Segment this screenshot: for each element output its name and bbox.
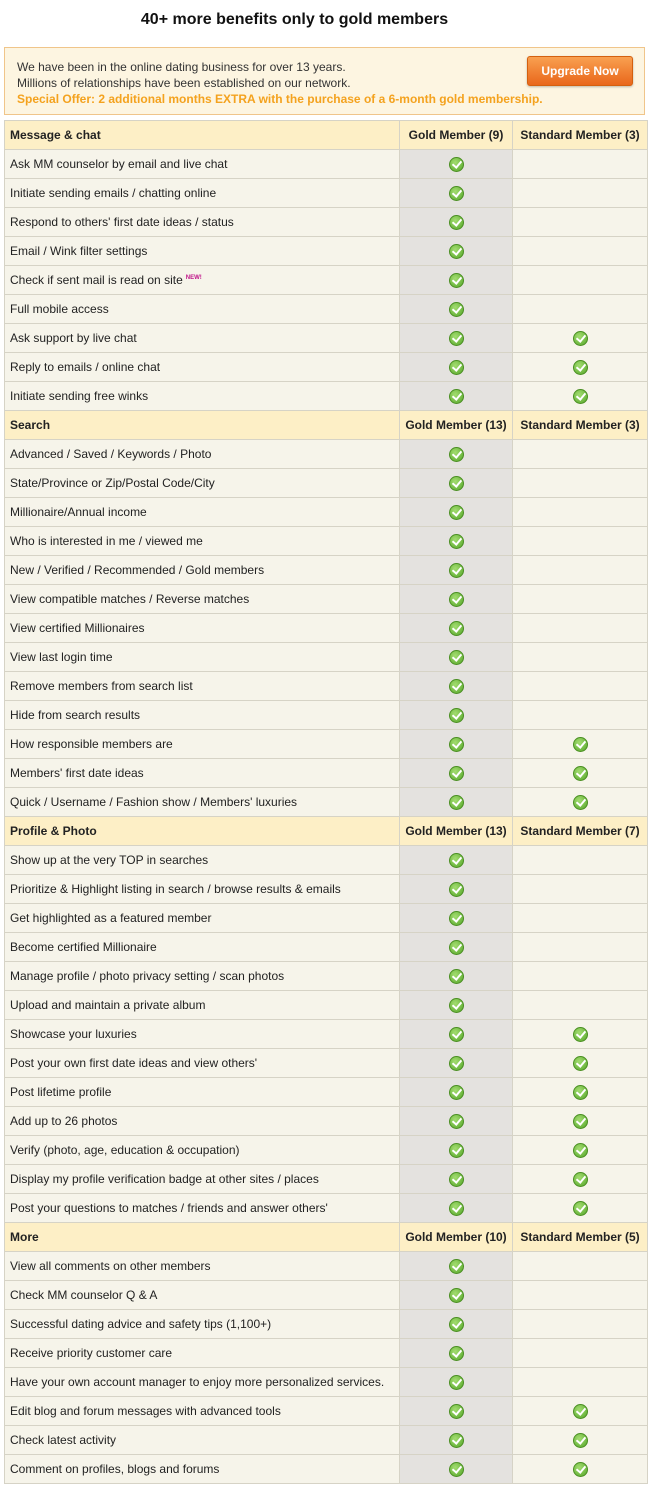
check-icon [573, 360, 588, 375]
gold-member-cell [400, 1252, 513, 1281]
check-icon [449, 476, 464, 491]
benefit-label: Verify (photo, age, education & occupation) [10, 1143, 240, 1157]
benefit-row [5, 1281, 648, 1310]
benefit-label: State/Province or Zip/Postal Code/City [10, 476, 215, 490]
gold-member-cell [400, 382, 513, 411]
standard-member-column-header: Standard Member (3) [513, 411, 648, 440]
check-icon [449, 1404, 464, 1419]
benefit-label: Quick / Username / Fashion show / Members' luxuries [10, 795, 298, 809]
benefit-row [5, 962, 648, 991]
gold-member-cell [400, 1078, 513, 1107]
benefit-row [5, 730, 648, 759]
check-icon [449, 853, 464, 868]
standard-member-cell [513, 1426, 648, 1455]
standard-member-cell [513, 1194, 648, 1223]
gold-member-cell [400, 208, 513, 237]
benefit-row [5, 585, 648, 614]
benefit-row [5, 295, 648, 324]
standard-member-cell [513, 759, 648, 788]
benefit-label: Comment on profiles, blogs and forums [10, 1462, 220, 1476]
benefit-cell [5, 295, 400, 324]
benefit-label: View compatible matches / Reverse matches [10, 592, 250, 606]
benefit-cell [5, 1107, 400, 1136]
benefit-cell [5, 1252, 400, 1281]
gold-member-cell [400, 962, 513, 991]
standard-member-cell [513, 382, 648, 411]
benefit-row [5, 556, 648, 585]
gold-member-cell [400, 1310, 513, 1339]
benefit-label: Add up to 26 photos [10, 1114, 118, 1128]
gold-member-cell [400, 324, 513, 353]
benefit-cell [5, 962, 400, 991]
check-icon [449, 1462, 464, 1477]
check-icon [449, 650, 464, 665]
benefit-cell [5, 1339, 400, 1368]
check-icon [573, 1404, 588, 1419]
check-icon [449, 998, 464, 1013]
standard-member-cell [513, 1339, 648, 1368]
benefit-cell [5, 382, 400, 411]
benefit-cell [5, 150, 400, 179]
benefit-cell [5, 440, 400, 469]
benefit-row [5, 1165, 648, 1194]
check-icon [573, 1172, 588, 1187]
benefit-row [5, 614, 648, 643]
check-icon [449, 708, 464, 723]
benefit-cell [5, 353, 400, 382]
check-icon [573, 1027, 588, 1042]
benefit-label: Check MM counselor Q & A [10, 1288, 158, 1302]
benefit-cell [5, 875, 400, 904]
benefit-row [5, 875, 648, 904]
check-icon [573, 1201, 588, 1216]
standard-member-cell [513, 643, 648, 672]
benefit-label: Successful dating advice and safety tips (1,100+) [10, 1317, 272, 1331]
check-icon [449, 882, 464, 897]
benefit-label: View last login time [10, 650, 113, 664]
gold-member-cell [400, 788, 513, 817]
benefit-row [5, 1397, 648, 1426]
check-icon [449, 1143, 464, 1158]
standard-member-cell [513, 1368, 648, 1397]
standard-member-cell [513, 991, 648, 1020]
benefit-label: Ask support by live chat [10, 331, 137, 345]
gold-member-column-header: Gold Member (9) [400, 121, 513, 150]
gold-member-cell [400, 353, 513, 382]
benefit-row [5, 382, 648, 411]
check-icon [449, 360, 464, 375]
benefit-cell [5, 1049, 400, 1078]
standard-member-cell [513, 1165, 648, 1194]
standard-member-column-header: Standard Member (5) [513, 1223, 648, 1252]
benefit-label: Hide from search results [10, 708, 141, 722]
check-icon [449, 447, 464, 462]
check-icon [449, 534, 464, 549]
benefit-label: Edit blog and forum messages with advanced tools [10, 1404, 281, 1418]
check-icon [449, 969, 464, 984]
standard-member-cell [513, 527, 648, 556]
check-icon [449, 331, 464, 346]
benefit-cell [5, 527, 400, 556]
benefit-label: Who is interested in me / viewed me [10, 534, 203, 548]
standard-member-column-header: Standard Member (7) [513, 817, 648, 846]
check-icon [449, 911, 464, 926]
gold-member-cell [400, 1165, 513, 1194]
benefit-cell [5, 237, 400, 266]
benefit-label: How responsible members are [10, 737, 173, 751]
benefit-cell [5, 1020, 400, 1049]
standard-member-cell [513, 672, 648, 701]
benefit-row [5, 1252, 648, 1281]
standard-member-cell [513, 556, 648, 585]
benefit-label: Ask MM counselor by email and live chat [10, 157, 228, 171]
benefit-cell [5, 1368, 400, 1397]
benefit-row [5, 1426, 648, 1455]
gold-member-cell [400, 614, 513, 643]
standard-member-cell [513, 1252, 648, 1281]
standard-member-cell [513, 1136, 648, 1165]
benefit-label: Become certified Millionaire [10, 940, 157, 954]
benefit-label: Reply to emails / online chat [10, 360, 161, 374]
check-icon [573, 1462, 588, 1477]
check-icon [573, 737, 588, 752]
benefit-cell [5, 904, 400, 933]
gold-member-cell [400, 933, 513, 962]
benefit-label: View all comments on other members [10, 1259, 211, 1273]
benefit-cell [5, 730, 400, 759]
benefit-label: New / Verified / Recommended / Gold members [10, 563, 265, 577]
benefit-label: Prioritize & Highlight listing in search / browse results & emails [10, 882, 341, 896]
benefit-row [5, 498, 648, 527]
benefit-label: Upload and maintain a private album [10, 998, 206, 1012]
check-icon [573, 1085, 588, 1100]
benefit-cell [5, 1165, 400, 1194]
check-icon [449, 1317, 464, 1332]
gold-member-column-header: Gold Member (13) [400, 411, 513, 440]
gold-member-cell [400, 1281, 513, 1310]
gold-member-cell [400, 150, 513, 179]
check-icon [449, 1375, 464, 1390]
benefit-row [5, 1107, 648, 1136]
gold-member-cell [400, 527, 513, 556]
check-icon [449, 505, 464, 520]
standard-member-cell [513, 208, 648, 237]
gold-member-cell [400, 1136, 513, 1165]
gold-member-cell [400, 672, 513, 701]
gold-member-cell [400, 440, 513, 469]
benefit-cell [5, 1310, 400, 1339]
benefit-row [5, 324, 648, 353]
gold-member-cell [400, 237, 513, 266]
section-title: Search [5, 411, 400, 440]
gold-member-cell [400, 556, 513, 585]
benefit-row [5, 1194, 648, 1223]
check-icon [449, 1201, 464, 1216]
check-icon [449, 592, 464, 607]
gold-member-cell [400, 1339, 513, 1368]
benefit-row [5, 208, 648, 237]
standard-member-cell [513, 933, 648, 962]
benefit-label: Post lifetime profile [10, 1085, 112, 1099]
standard-member-cell [513, 846, 648, 875]
gold-member-cell [400, 1397, 513, 1426]
check-icon [573, 766, 588, 781]
benefit-row [5, 904, 648, 933]
benefit-cell [5, 759, 400, 788]
gold-member-column-header: Gold Member (13) [400, 817, 513, 846]
benefit-row [5, 933, 648, 962]
benefit-row [5, 788, 648, 817]
page-title: 40+ more benefits only to gold members [140, 11, 449, 28]
check-icon [449, 1288, 464, 1303]
standard-member-column-header: Standard Member (3) [513, 121, 648, 150]
check-icon [449, 273, 464, 288]
section-header-search [5, 411, 648, 440]
benefit-cell [5, 179, 400, 208]
benefit-cell [5, 1281, 400, 1310]
standard-member-cell [513, 614, 648, 643]
standard-member-cell [513, 875, 648, 904]
standard-member-cell [513, 1397, 648, 1426]
standard-member-cell [513, 904, 648, 933]
benefit-label: Advanced / Saved / Keywords / Photo [10, 447, 212, 461]
benefit-row [5, 1049, 648, 1078]
benefit-cell [5, 788, 400, 817]
benefit-cell [5, 991, 400, 1020]
benefit-row [5, 237, 648, 266]
standard-member-cell [513, 266, 648, 295]
benefit-cell [5, 1194, 400, 1223]
benefit-label: Post your questions to matches / friends and answer others' [10, 1201, 328, 1215]
gold-member-cell [400, 875, 513, 904]
benefit-cell [5, 1455, 400, 1484]
section-header-more [5, 1223, 648, 1252]
check-icon [449, 1433, 464, 1448]
benefit-label: Have your own account manager to enjoy more personalized services. [10, 1375, 385, 1389]
new-badge: NEW! [185, 275, 202, 281]
section-header-profile-and-photo [5, 817, 648, 846]
gold-member-cell [400, 643, 513, 672]
benefit-label: Members' first date ideas [10, 766, 144, 780]
benefit-label: Full mobile access [10, 302, 109, 316]
check-icon [573, 331, 588, 346]
benefit-label: Check latest activity [10, 1433, 117, 1447]
benefit-cell [5, 643, 400, 672]
check-icon [449, 1114, 464, 1129]
gold-member-cell [400, 701, 513, 730]
benefit-cell [5, 585, 400, 614]
benefit-label: Showcase your luxuries [10, 1027, 137, 1041]
benefit-label: Remove members from search list [10, 679, 193, 693]
standard-member-cell [513, 353, 648, 382]
check-icon [573, 795, 588, 810]
standard-member-cell [513, 962, 648, 991]
check-icon [449, 795, 464, 810]
standard-member-cell [513, 1078, 648, 1107]
gold-member-cell [400, 1368, 513, 1397]
benefit-label: Manage profile / photo privacy setting / scan photos [10, 969, 285, 983]
check-icon [449, 186, 464, 201]
gold-member-cell [400, 295, 513, 324]
benefits-table [4, 120, 648, 1484]
benefit-row [5, 353, 648, 382]
gold-member-cell [400, 585, 513, 614]
check-icon [573, 1114, 588, 1129]
benefit-row [5, 643, 648, 672]
benefit-row [5, 469, 648, 498]
benefit-cell [5, 1426, 400, 1455]
standard-member-cell [513, 1310, 648, 1339]
standard-member-cell [513, 1455, 648, 1484]
check-icon [449, 679, 464, 694]
benefit-label: Initiate sending free winks [10, 389, 149, 403]
benefit-row [5, 1136, 648, 1165]
check-icon [449, 389, 464, 404]
benefit-row [5, 527, 648, 556]
gold-member-cell [400, 1020, 513, 1049]
gold-member-cell [400, 759, 513, 788]
check-icon [449, 302, 464, 317]
standard-member-cell [513, 469, 648, 498]
benefit-label: Respond to others' first date ideas / status [10, 215, 234, 229]
standard-member-cell [513, 1020, 648, 1049]
check-icon [573, 1143, 588, 1158]
benefit-label: Post your own first date ideas and view others' [10, 1056, 258, 1070]
standard-member-cell [513, 295, 648, 324]
check-icon [449, 1056, 464, 1071]
standard-member-cell [513, 788, 648, 817]
standard-member-cell [513, 150, 648, 179]
benefit-row [5, 440, 648, 469]
standard-member-cell [513, 440, 648, 469]
standard-member-cell [513, 179, 648, 208]
benefit-cell [5, 672, 400, 701]
gold-member-cell [400, 846, 513, 875]
benefit-label: Get highlighted as a featured member [10, 911, 212, 925]
check-icon [573, 1433, 588, 1448]
gold-member-cell [400, 1455, 513, 1484]
benefit-cell [5, 208, 400, 237]
benefit-label: Email / Wink filter settings [10, 244, 148, 258]
check-icon [449, 157, 464, 172]
benefit-cell [5, 1078, 400, 1107]
gold-member-cell [400, 991, 513, 1020]
gold-member-cell [400, 179, 513, 208]
benefit-label: Initiate sending emails / chatting online [10, 186, 217, 200]
benefit-cell [5, 1136, 400, 1165]
check-icon [449, 621, 464, 636]
gold-member-cell [400, 498, 513, 527]
benefit-cell [5, 614, 400, 643]
check-icon [449, 1259, 464, 1274]
check-icon [449, 1085, 464, 1100]
benefit-label: Display my profile verification badge at other sites / places [10, 1172, 319, 1186]
check-icon [449, 1346, 464, 1361]
benefit-row [5, 266, 648, 295]
section-title: Profile & Photo [5, 817, 400, 846]
benefit-row [5, 846, 648, 875]
check-icon [449, 563, 464, 578]
standard-member-cell [513, 1107, 648, 1136]
benefit-cell [5, 701, 400, 730]
standard-member-cell [513, 701, 648, 730]
section-title: Message & chat [5, 121, 400, 150]
standard-member-cell [513, 1049, 648, 1078]
benefit-cell [5, 469, 400, 498]
standard-member-cell [513, 498, 648, 527]
check-icon [449, 1027, 464, 1042]
benefit-row [5, 1455, 648, 1484]
upgrade-now-button[interactable]: Upgrade Now [527, 56, 633, 86]
gold-member-cell [400, 904, 513, 933]
check-icon [449, 215, 464, 230]
check-icon [449, 1172, 464, 1187]
promo-line-relationships: Millions of relationships have been established on our network. [17, 76, 351, 90]
benefit-label: Show up at the very TOP in searches [10, 853, 209, 867]
benefit-row [5, 672, 648, 701]
benefit-cell [5, 1397, 400, 1426]
gold-member-cell [400, 730, 513, 759]
benefit-cell [5, 324, 400, 353]
benefit-row [5, 1310, 648, 1339]
benefit-label: Millionaire/Annual income [10, 505, 147, 519]
benefit-label: Receive priority customer care [10, 1346, 173, 1360]
promo-banner [4, 47, 645, 115]
benefit-row [5, 991, 648, 1020]
check-icon [449, 244, 464, 259]
check-icon [449, 940, 464, 955]
benefit-row [5, 701, 648, 730]
standard-member-cell [513, 730, 648, 759]
benefit-row [5, 1339, 648, 1368]
standard-member-cell [513, 237, 648, 266]
standard-member-cell [513, 1281, 648, 1310]
benefit-cell [5, 556, 400, 585]
check-icon [573, 1056, 588, 1071]
benefit-cell [5, 266, 400, 295]
gold-member-cell [400, 469, 513, 498]
gold-member-cell [400, 1194, 513, 1223]
benefit-row [5, 1020, 648, 1049]
standard-member-cell [513, 324, 648, 353]
check-icon [449, 737, 464, 752]
benefit-label: View certified Millionaires [10, 621, 145, 635]
section-header-message-and-chat [5, 121, 648, 150]
benefit-row [5, 1078, 648, 1107]
benefits-table-body [5, 121, 648, 1484]
gold-member-cell [400, 1049, 513, 1078]
gold-member-column-header: Gold Member (10) [400, 1223, 513, 1252]
check-icon [573, 389, 588, 404]
check-icon [449, 766, 464, 781]
benefit-cell [5, 933, 400, 962]
benefit-cell [5, 846, 400, 875]
promo-line-experience: We have been in the online dating business for over 13 years. [17, 60, 346, 74]
benefit-label: Check if sent mail is read on site [10, 273, 183, 287]
gold-member-cell [400, 266, 513, 295]
benefit-cell [5, 498, 400, 527]
gold-member-cell [400, 1107, 513, 1136]
standard-member-cell [513, 585, 648, 614]
section-title: More [5, 1223, 400, 1252]
benefit-row [5, 759, 648, 788]
special-offer-text: Special Offer: 2 additional months EXTRA with the purchase of a 6-month gold membership. [17, 92, 543, 106]
benefit-row [5, 150, 648, 179]
benefit-row [5, 179, 648, 208]
benefit-row [5, 1368, 648, 1397]
gold-member-cell [400, 1426, 513, 1455]
